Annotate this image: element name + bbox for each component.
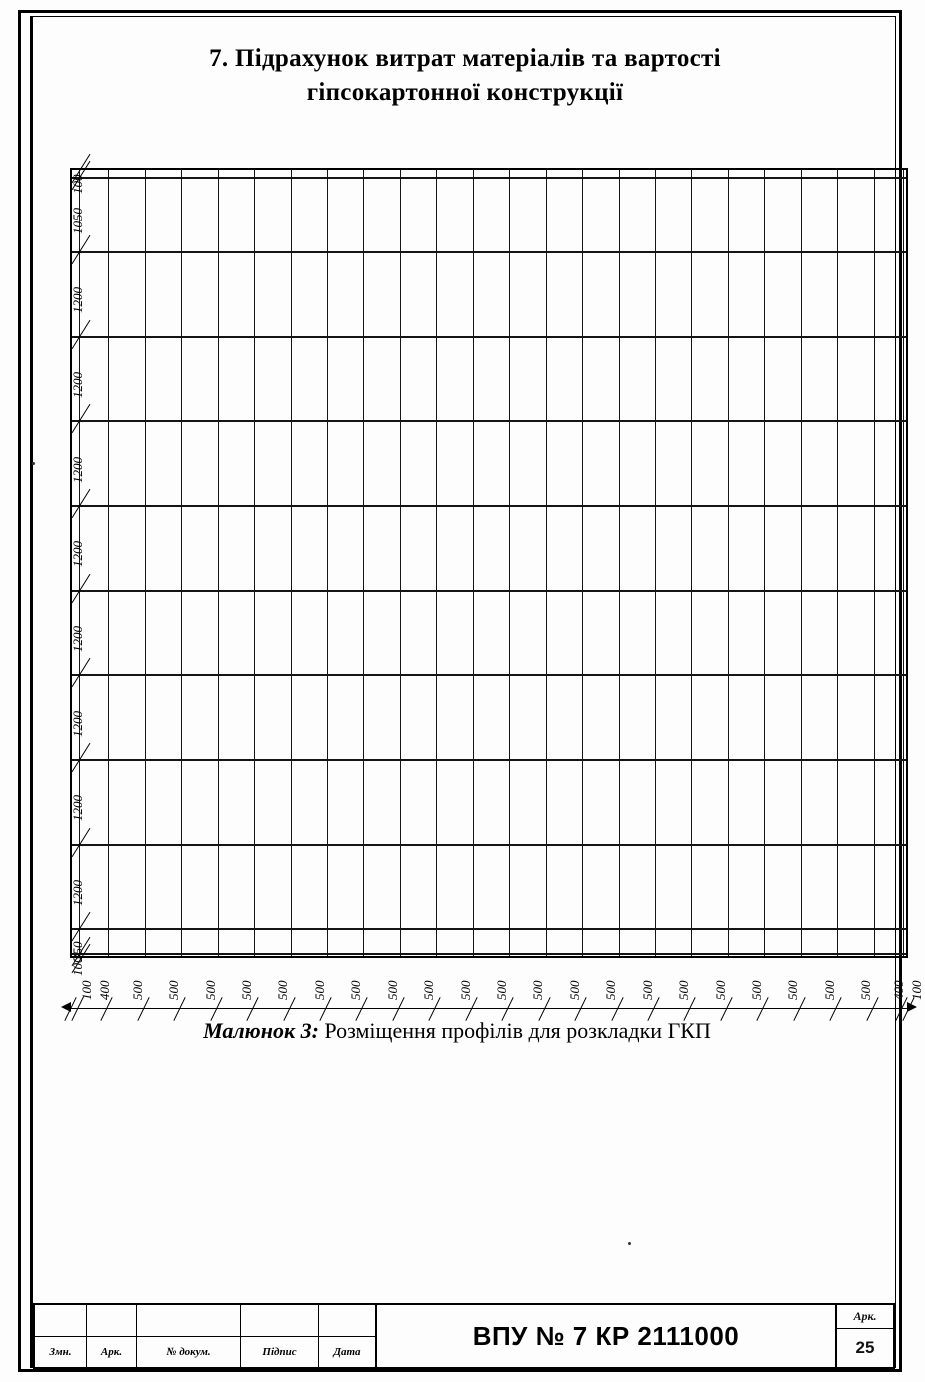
horizontal-dimension-label: 500 [202, 980, 218, 1000]
horizontal-dimension-label: 400 [96, 980, 112, 1000]
grid-vertical-line [837, 170, 838, 956]
grid-vertical-line [874, 170, 875, 956]
grid-vertical-line [801, 170, 802, 956]
horizontal-dimension-label: 500 [858, 980, 874, 1000]
stamp-cell [87, 1305, 137, 1336]
horizontal-dimension-label: 500 [530, 980, 546, 1000]
sheet-number: 25 [855, 1338, 875, 1357]
stamp-header-signature: Підпис [241, 1337, 319, 1368]
grid-vertical-line [436, 170, 437, 956]
stamp-doc-code-cell [377, 1305, 837, 1367]
stamp-cell [35, 1305, 87, 1336]
vertical-dimension-label: 100 [70, 174, 85, 194]
vertical-dimension-label: 1200 [70, 287, 85, 314]
grid-horizontal-line [72, 251, 906, 253]
vertical-dimension-label: 1200 [70, 879, 85, 906]
vertical-dimension-label: 1200 [70, 541, 85, 568]
title-line-1: 7. Підрахунок витрат матеріалів та вартості [209, 45, 721, 72]
stamp-sheet-cell [837, 1305, 893, 1367]
stamp-cell [137, 1305, 241, 1336]
grid-vertical-line [363, 170, 364, 956]
grid-horizontal-line [72, 953, 906, 955]
title-block-stamp [33, 1303, 895, 1369]
horizontal-dimension-label: 500 [566, 980, 582, 1000]
dimension-tick [72, 320, 91, 349]
grid-vertical-line [473, 170, 474, 956]
grid-horizontal-line [72, 177, 906, 179]
horizontal-dimension-label: 500 [166, 980, 182, 1000]
grid-vertical-line [181, 170, 182, 956]
grid-horizontal-line [72, 674, 906, 676]
figure-caption-label: Малюнок 3: [203, 1018, 319, 1043]
dimension-tick [72, 827, 91, 856]
vertical-dimension-label: 1200 [70, 626, 85, 652]
grid-horizontal-line [72, 928, 906, 930]
grid-vertical-line [218, 170, 219, 956]
vertical-dimension-label: 1200 [70, 456, 85, 483]
grid-vertical-line [546, 170, 547, 956]
horizontal-dimension-label: 500 [712, 980, 728, 1000]
technical-drawing [42, 168, 925, 1028]
horizontal-dimension-label: 100 [909, 980, 925, 1000]
grid-vertical-line [728, 170, 729, 956]
dimension-tick [72, 658, 91, 687]
profile-grid [70, 168, 908, 977]
dimension-tick [72, 743, 91, 772]
stamp-cell [319, 1305, 375, 1336]
grid-vertical-line [291, 170, 292, 956]
vertical-dimension-label: 1050 [70, 208, 85, 235]
dimension-tick [72, 404, 91, 433]
vertical-dimension-label: 350 [70, 941, 85, 961]
horizontal-dimension-chain [70, 960, 925, 1022]
grid-horizontal-line [72, 590, 906, 592]
document-code: ВПУ № 7 КР 2111000 [472, 1320, 740, 1351]
dimension-tick [72, 489, 91, 518]
page-speck [32, 462, 35, 465]
stamp-header-zmn: Змн. [35, 1337, 87, 1368]
grid-vertical-line [619, 170, 620, 956]
grid-vertical-line [582, 170, 583, 956]
grid-vertical-line [254, 170, 255, 956]
grid-vertical-line [327, 170, 328, 956]
horizontal-dimension-label: 500 [494, 980, 509, 1000]
grid-horizontal-line [72, 759, 906, 761]
horizontal-dimension-label: 500 [311, 980, 327, 1000]
stamp-row-empty [35, 1305, 375, 1337]
horizontal-dimension-label: 500 [275, 980, 291, 1000]
figure-caption-text: Розміщення профілів для розкладки ГКП [324, 1018, 711, 1043]
dimension-tick [895, 997, 907, 1021]
sheet-label: Арк. [837, 1305, 893, 1329]
stamp-header-document: № докум. [137, 1337, 241, 1368]
stamp-row-headers [35, 1337, 375, 1368]
grid-vertical-line [691, 170, 692, 956]
horizontal-dimension-label: 500 [348, 980, 364, 1000]
grid-horizontal-line [72, 336, 906, 338]
horizontal-dimension-label: 500 [457, 980, 473, 1000]
vertical-dimension-chain [68, 168, 98, 977]
horizontal-dimension-label: 500 [384, 980, 400, 1000]
vertical-dimension-label: 100 [70, 956, 85, 977]
grid-vertical-line [108, 170, 109, 956]
vertical-dimension-label: 1200 [70, 795, 85, 822]
stamp-left-columns [35, 1305, 377, 1367]
horizontal-dimension-label: 500 [785, 980, 801, 1000]
stamp-header-date: Дата [333, 1345, 361, 1358]
title-line-2: гіпсокартонної конструкції [306, 79, 624, 106]
page-title [60, 42, 870, 110]
grid-lines [70, 168, 908, 958]
horizontal-dimension-label: 500 [421, 980, 437, 1000]
dimension-tick [72, 235, 91, 264]
grid-vertical-line [655, 170, 656, 956]
horizontal-dimension-label: 500 [639, 980, 655, 1000]
vertical-dimension-label: 1200 [70, 372, 85, 399]
stamp-header-ark: Арк. [87, 1337, 137, 1368]
grid-horizontal-line [72, 844, 906, 846]
grid-vertical-line [145, 170, 146, 956]
grid-vertical-line [400, 170, 401, 956]
page-speck [628, 1242, 631, 1245]
horizontal-dimension-label: 500 [676, 980, 692, 1000]
horizontal-dimension-label: 100 [78, 980, 94, 1000]
horizontal-dimension-label: 500 [238, 980, 254, 1000]
vertical-dimension-label: 1200 [70, 710, 85, 737]
figure-caption [42, 1018, 872, 1044]
grid-vertical-line [509, 170, 510, 956]
grid-horizontal-line [72, 420, 906, 422]
grid-vertical-line [903, 170, 904, 956]
horizontal-dimension-label: 500 [603, 980, 619, 1000]
dimension-baseline [70, 1008, 908, 1009]
horizontal-dimension-label: 500 [749, 980, 765, 1000]
horizontal-dimension-label: 500 [129, 980, 145, 1000]
grid-horizontal-line [72, 505, 906, 507]
grid-vertical-line [764, 170, 765, 956]
dimension-tick [72, 574, 91, 603]
stamp-cell [241, 1305, 319, 1336]
horizontal-dimension-label: 500 [821, 980, 837, 1000]
horizontal-dimension-label: 400 [891, 980, 907, 1000]
